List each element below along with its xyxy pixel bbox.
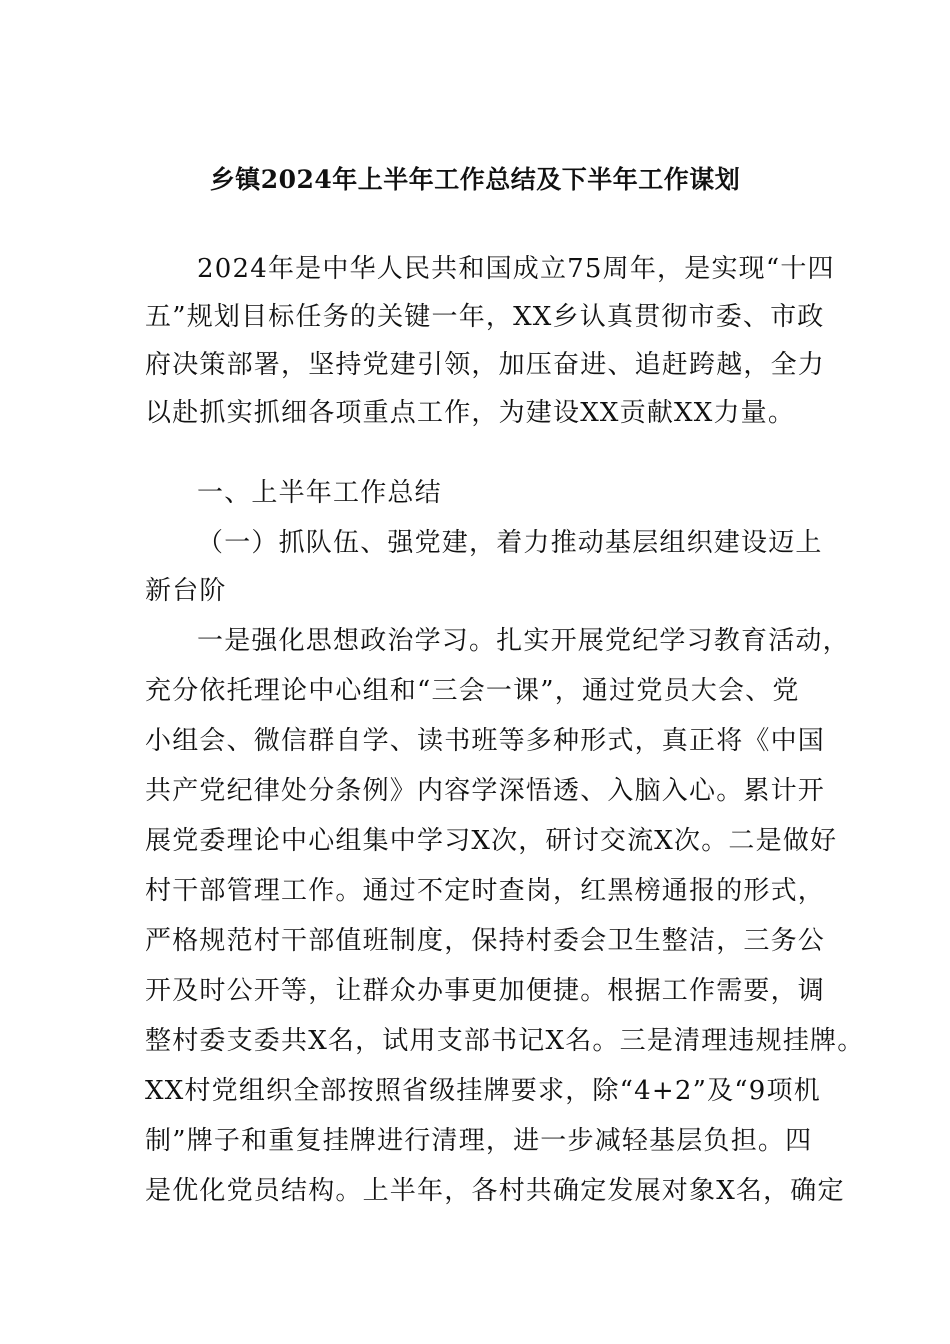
paragraph-line: 小组会、微信群自学、读书班等多种形式，真正将《中国 <box>145 726 826 756</box>
subsection-heading-cont: 新台阶 <box>145 576 227 606</box>
paragraph-line: 村干部管理工作。通过不定时查岗，红黑榜通报的形式， <box>145 876 826 906</box>
paragraph-line: 共产党纪律处分条例》内容学深悟透、入脑入心。累计开 <box>145 776 826 806</box>
paragraph-line: 展党委理论中心组集中学习X次，研讨交流X次。二是做好 <box>145 826 838 856</box>
subsection-heading: （一）抓队伍、强党建，着力推动基层组织建设迈上 <box>197 528 823 558</box>
paragraph-line: 五”规划目标任务的关键一年，XX乡认真贯彻市委、市政 <box>145 302 825 332</box>
paragraph-line: 开及时公开等，让群众办事更加便捷。根据工作需要，调 <box>145 976 826 1006</box>
section-heading: 一、上半年工作总结 <box>197 478 442 508</box>
paragraph-line: XX村党组织全部按照省级挂牌要求，除“4+2”及“9项机 <box>145 1076 821 1106</box>
paragraph-line: 整村委支委共X名，试用支部书记X名。三是清理违规挂牌。 <box>145 1026 865 1056</box>
paragraph-line: 一是强化思想政治学习。扎实开展党纪学习教育活动， <box>197 626 850 656</box>
paragraph-line: 制”牌子和重复挂牌进行清理，进一步减轻基层负担。四 <box>145 1126 813 1156</box>
paragraph-line: 充分依托理论中心组和“三会一课”，通过党员大会、党 <box>145 676 800 706</box>
document-title: 乡镇2024年上半年工作总结及下半年工作谋划 <box>209 165 741 194</box>
paragraph-line: 严格规范村干部值班制度，保持村委会卫生整洁，三务公 <box>145 926 826 956</box>
paragraph-line: 2024年是中华人民共和国成立75周年，是实现“十四 <box>197 254 835 284</box>
paragraph-line: 以赴抓实抓细各项重点工作，为建设XX贡献XX力量。 <box>145 398 796 428</box>
paragraph-line: 府决策部署，坚持党建引领，加压奋进、追赶跨越，全力 <box>145 350 826 380</box>
paragraph-line: 是优化党员结构。上半年，各村共确定发展对象X名，确定 <box>145 1176 845 1206</box>
